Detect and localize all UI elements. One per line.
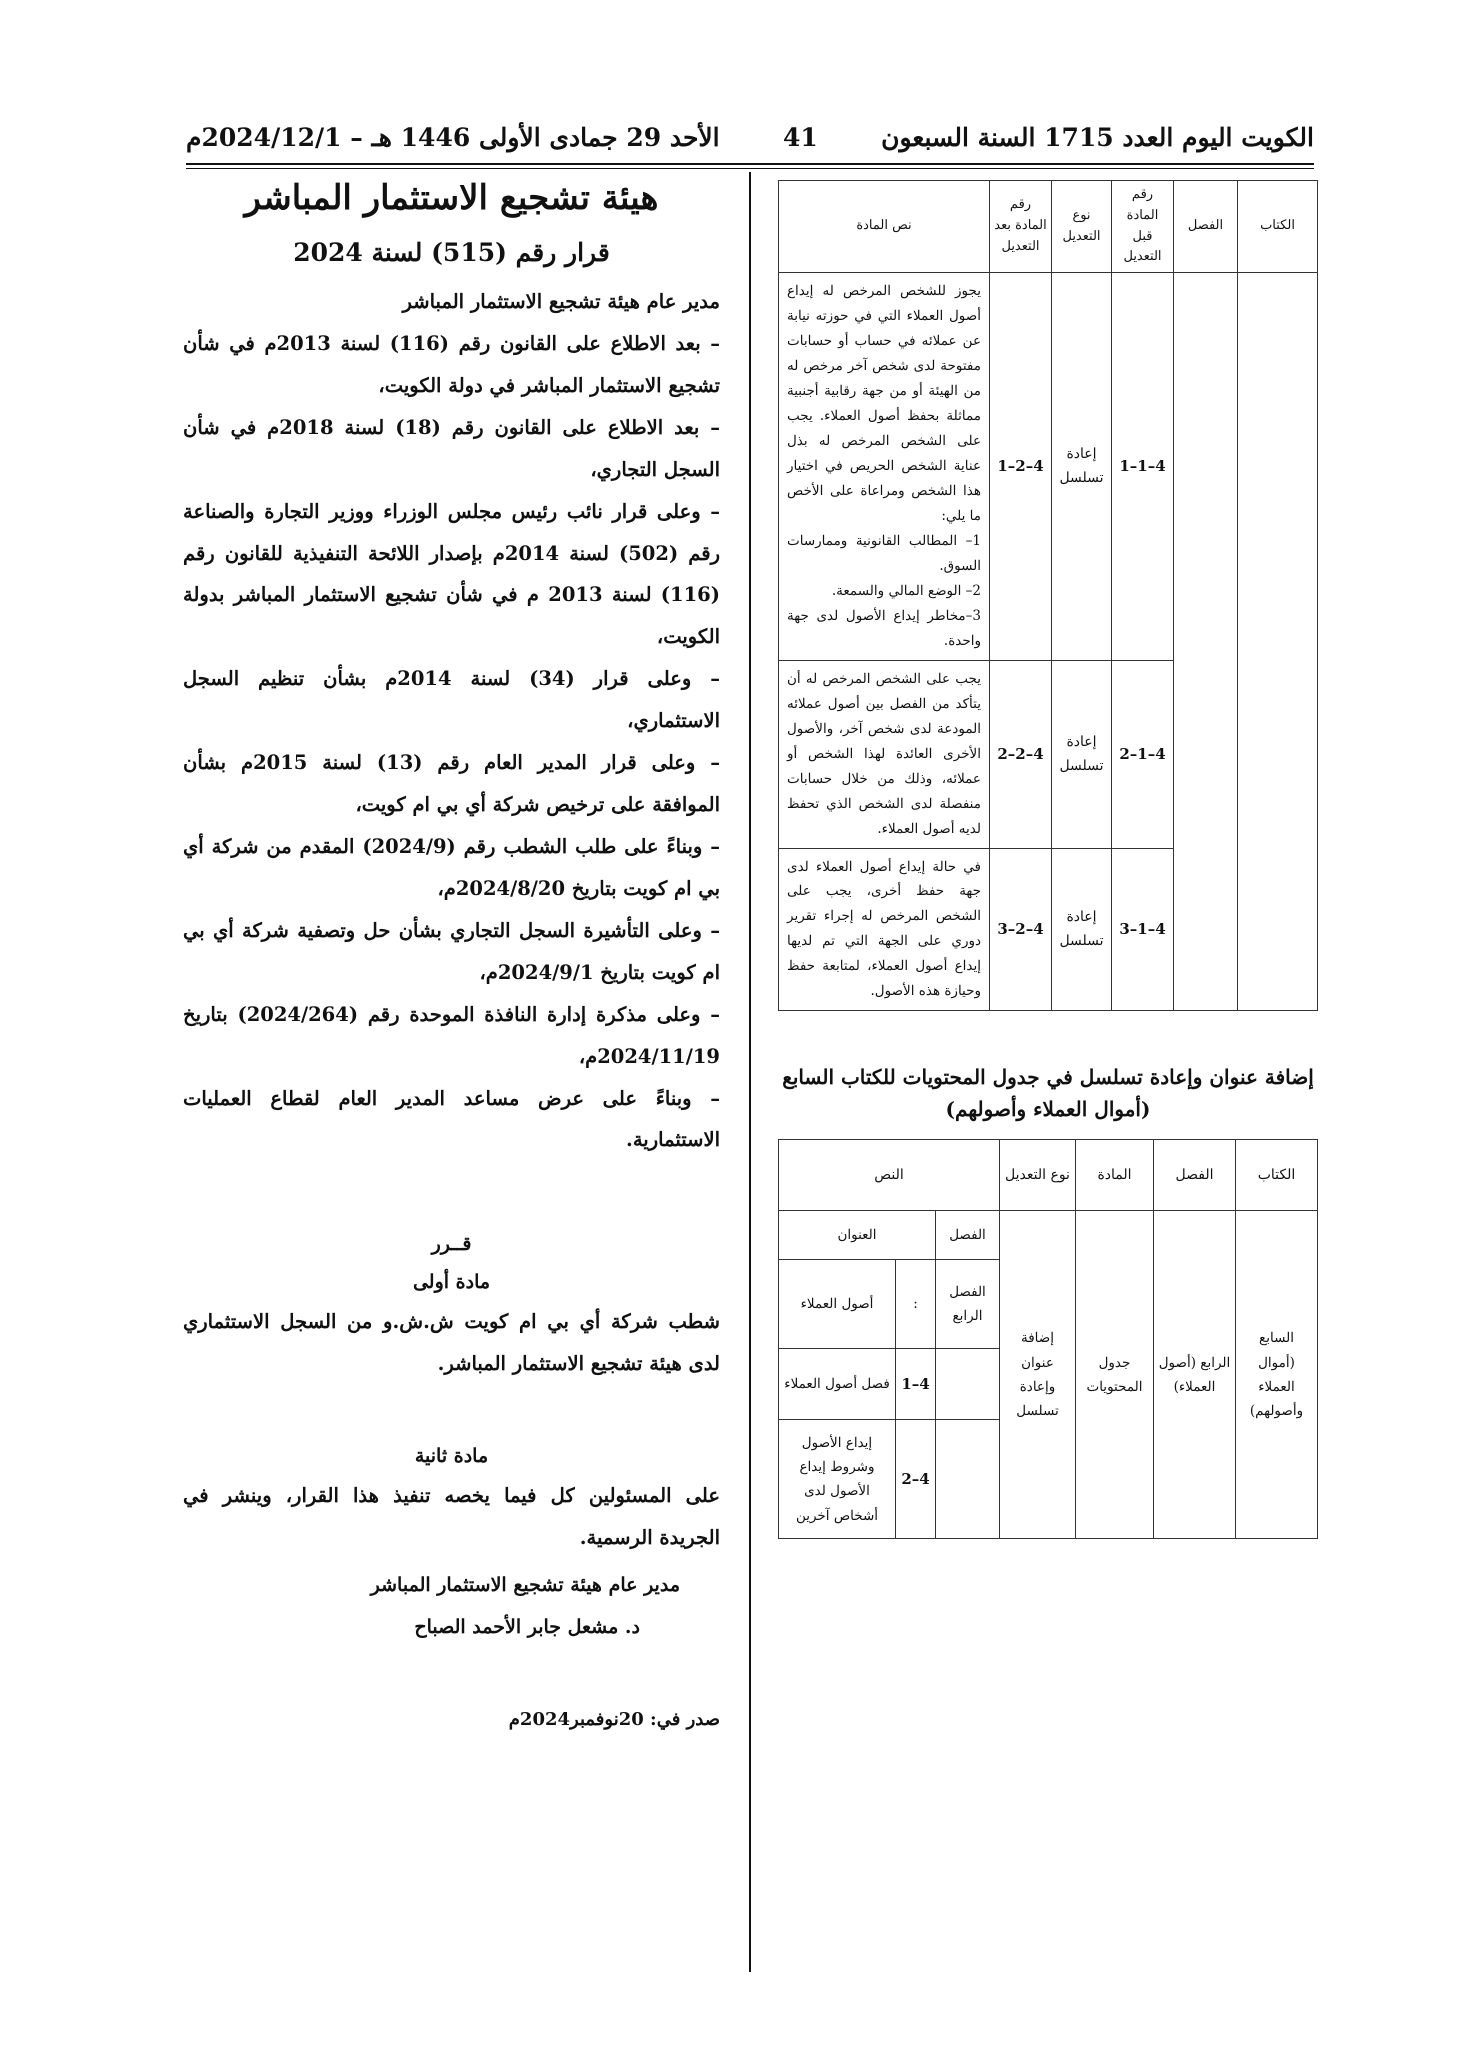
subheader-title: العنوان — [779, 1211, 936, 1260]
book-cell — [1238, 273, 1318, 1011]
signer-title: مدير عام هيئة تشجيع الاستثمار المباشر — [370, 1574, 680, 1597]
article-before: 4–1–1 — [1112, 273, 1174, 661]
article-before: 4–1–3 — [1112, 848, 1174, 1011]
amendment-type: إعادة تسلسل — [1052, 848, 1112, 1011]
item-number: 4–1 — [896, 1349, 936, 1420]
recital: – وعلى مذكرة إدارة النافذة الموحدة رقم (2024/264) بتاريخ 2024/11/19م، — [183, 1002, 720, 1068]
subheader-chapter: الفصل — [936, 1211, 1000, 1260]
toc-table — [778, 1139, 1318, 1539]
recital: – وبناءً على طلب الشطب رقم (2024/9) المقدم من شركة أي بي ام كويت بتاريخ 2024/8/20م، — [183, 834, 720, 900]
toc-title-line1: إضافة عنوان وإعادة تسلسل في جدول المحتويات للكتاب السابع — [782, 1065, 1314, 1090]
list-item: 1– المطالب القانونية وممارسات السوق. — [787, 532, 981, 574]
type-value: إضافة عنوان وإعادة تسلسل — [1000, 1211, 1076, 1539]
header-article-after: رقم المادة بعد التعديل — [990, 181, 1052, 273]
recital: – وبناءً على عرض مساعد المدير العام لقطاع العمليات الاستثمارية. — [183, 1086, 720, 1152]
amendment-type: إعادة تسلسل — [1052, 660, 1112, 848]
recital: – بعد الاطلاع على القانون رقم (18) لسنة 2018م في شأن السجل التجاري، — [183, 415, 720, 481]
header-book: الكتاب — [1238, 181, 1318, 273]
article-text — [779, 848, 990, 1011]
article1-title: مادة أولى — [412, 1271, 491, 1294]
article-value: جدول المحتويات — [1076, 1211, 1154, 1539]
article-text — [779, 273, 990, 661]
page-number: 41 — [782, 122, 818, 152]
toc-title-line2: (أموال العملاء وأصولهم) — [945, 1097, 1151, 1122]
article-text-body: يجب على الشخص المرخص له أن يتأكد من الفصل بين أصول عملائه المودعة لدى شخص آخر، والأصول الأخرى العائدة لهذا الشخص أو عملائه، وذلك من خلال حسابات منفصلة لدى الشخص الذي تحفظ لديه أصول العملاء. — [787, 670, 981, 837]
item-number: 4–2 — [896, 1420, 936, 1539]
signer-name: د. مشعل جابر الأحمد الصباح — [414, 1615, 640, 1638]
authority-title: هيئة تشجيع الاستثمار المباشر — [244, 178, 659, 218]
chapter-title: أصول العملاء — [779, 1260, 896, 1349]
table-row — [779, 1211, 1318, 1260]
table-header-row — [779, 181, 1318, 273]
chapter-value: الرابع (أصول العملاء) — [1154, 1211, 1236, 1539]
header-book: الكتاب — [1236, 1140, 1318, 1211]
item-title: إيداع الأصول وشروط إيداع الأصول لدى أشخاص آخرين — [779, 1420, 896, 1539]
item-title: فصل أصول العملاء — [779, 1349, 896, 1420]
header-text: نص المادة — [779, 181, 990, 273]
amendments-column — [778, 180, 1318, 1539]
recital: – وعلى قرار نائب رئيس مجلس الوزراء ووزير التجارة والصناعة رقم (502) لسنة 2014م بإصدار اللائحة التنفيذية للقانون رقم (116) لسنة 2013 م في شأن تشجيع الاستثمار المباشر بدولة الكويت، — [183, 499, 721, 649]
gazette-issue: الكويت اليوم العدد 1715 السنة السبعون — [881, 122, 1314, 152]
amendments-table — [778, 180, 1318, 1011]
recital: – بعد الاطلاع على القانون رقم (116) لسنة 2013م في شأن تشجيع الاستثمار المباشر في دولة الكويت، — [183, 331, 721, 397]
header-rule — [186, 163, 1314, 165]
toc-table-title — [778, 1061, 1318, 1125]
article-text — [779, 660, 990, 848]
article-after: 4–2–2 — [990, 660, 1052, 848]
decision-column — [183, 178, 720, 1730]
colon: : — [896, 1260, 936, 1349]
empty-cell — [936, 1349, 1000, 1420]
recital: – وعلى التأشيرة السجل التجاري بشأن حل وتصفية شركة أي بي ام كويت بتاريخ 2024/9/1م، — [183, 918, 720, 984]
article-before: 4–1–2 — [1112, 660, 1174, 848]
article1-text: شطب شركة أي بي ام كويت ش.ش.و من السجل الاستثماري لدى هيئة تشجيع الاستثمار المباشر. — [183, 1310, 720, 1376]
list-item: 3–مخاطر إيداع الأصول لدى جهة واحدة. — [787, 607, 981, 649]
table-row — [779, 273, 1318, 661]
article2-title: مادة ثانية — [414, 1445, 489, 1468]
header-article: المادة — [1076, 1140, 1154, 1211]
header-article-before: رقم المادة قبل التعديل — [1112, 181, 1174, 273]
header-chapter: الفصل — [1174, 181, 1238, 273]
table-header-row — [779, 1140, 1318, 1211]
article-after: 4–2–3 — [990, 848, 1052, 1011]
empty-cell — [936, 1420, 1000, 1539]
article-text-body: يجوز للشخص المرخص له إيداع أصول العملاء التي في حوزته نيابة عن عملائه في حساب أو حسابات مفتوحة لدى شخص آخر مرخص له من الهيئة أو من جهة رقابية أجنبية مماثلة بحفظ أصول العملاء. يجب على الشخص المرخص له بذل عناية الشخص الحريص في اختيار هذا الشخص ومراعاة على الأخص ما يلي: — [787, 283, 981, 524]
article-text-body: في حالة إيداع أصول العملاء لدى جهة حفظ أخرى، يجب على الشخص المرخص له إجراء تقرير دوري على الجهة التي تم لديها إيداع أصول العملاء، لمتابعة حفظ وحيازة هذه الأصول. — [787, 858, 981, 1000]
decision-number: قرار رقم (515) لسنة 2024 — [293, 238, 610, 267]
list-item: 2– الوضع المالي والسمعة. — [831, 582, 981, 599]
issue-date-line: صدر في: 20نوفمبر2024م — [508, 1708, 720, 1730]
column-divider — [749, 172, 751, 1972]
book-value: السابع (أموال العملاء وأصولهم) — [1236, 1211, 1318, 1539]
article2-text: على المسئولين كل فيما يخصه تنفيذ هذا القرار، وينشر في الجريدة الرسمية. — [183, 1484, 720, 1550]
issuer: مدير عام هيئة تشجيع الاستثمار المباشر — [402, 290, 720, 313]
page-header — [186, 112, 1314, 162]
header-rule-thin — [186, 168, 1314, 169]
decided-heading: قــرر — [431, 1233, 472, 1256]
issue-date: الأحد 29 جمادى الأولى 1446 هـ – 2024/12/1م — [186, 122, 720, 152]
recital: – وعلى قرار المدير العام رقم (13) لسنة 2015م بشأن الموافقة على ترخيص شركة أي بي ام كويت، — [183, 751, 721, 817]
header-type: نوع التعديل — [1052, 181, 1112, 273]
chapter-label: الفصل الرابع — [936, 1260, 1000, 1349]
article-after: 4–2–1 — [990, 273, 1052, 661]
header-type: نوع التعديل — [1000, 1140, 1076, 1211]
recital: – وعلى قرار (34) لسنة 2014م بشأن تنظيم السجل الاستثماري، — [183, 667, 720, 733]
header-text: النص — [779, 1140, 1000, 1211]
amendment-type: إعادة تسلسل — [1052, 273, 1112, 661]
chapter-cell — [1174, 273, 1238, 1011]
header-chapter: الفصل — [1154, 1140, 1236, 1211]
